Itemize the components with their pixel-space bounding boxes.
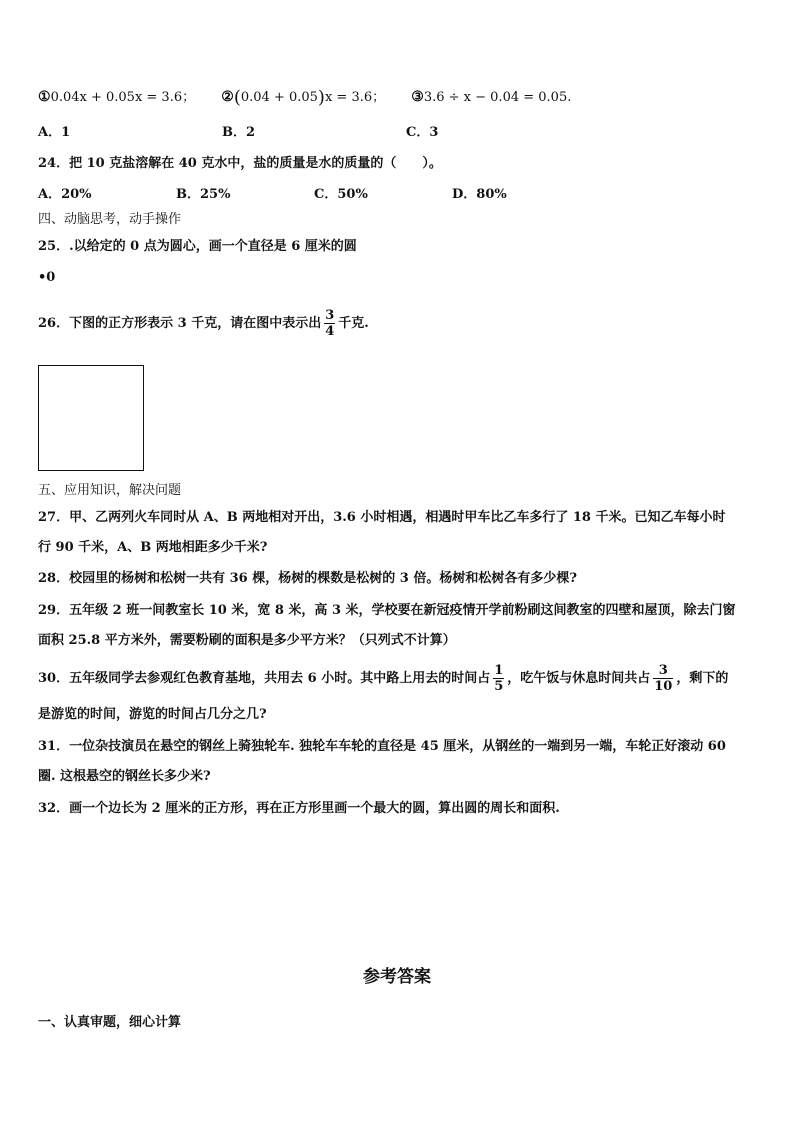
q30-text-3: ，剩下的 <box>676 671 729 686</box>
fraction-denominator: 5 <box>494 679 504 694</box>
fraction-numerator: 3 <box>325 308 335 323</box>
section-4-heading: 四、动脑思考，动手操作 <box>38 212 182 227</box>
fraction-3-4 <box>324 308 335 339</box>
question-30-line-1 <box>38 660 728 698</box>
equation-3: 3.6 ÷ x − 0.04 = 0.05 <box>423 90 568 105</box>
q24-option-a: A．20% <box>38 187 92 202</box>
fraction-numerator: 1 <box>494 663 504 678</box>
equation-2-rest: x = 3.6 <box>324 90 373 105</box>
separator: ； <box>372 90 386 105</box>
question-24: 24．把 10 克盐溶解在 40 克水中，盐的质量是水的质量的（ ）。 <box>38 156 442 171</box>
q24-option-b: B．25% <box>176 187 231 202</box>
separator: ； <box>182 90 196 105</box>
answer-title: 参考答案 <box>363 967 431 987</box>
square-3kg <box>38 365 144 471</box>
question-29-line-1: 29．五年级 2 班一间教室长 10 米，宽 8 米，高 3 米，学校要在新冠疫情开学前粉刷这间教室的四壁和屋顶，除去门窗 <box>38 603 736 618</box>
equation-1: 0.04x + 0.05x = 3.6 <box>50 90 183 105</box>
q24-option-c: C．50% <box>314 187 368 202</box>
fraction-1-5 <box>493 663 504 694</box>
question-25: 25．.以给定的 0 点为圆心，画一个直径是 6 厘米的圆 <box>38 239 357 254</box>
fraction-numerator: 3 <box>653 663 673 679</box>
fraction-denominator: 10 <box>654 679 673 694</box>
period: . <box>567 90 572 105</box>
q30-text-2: ，吃午饭与休息时间共占 <box>507 671 651 686</box>
question-31-line-1: 31．一位杂技演员在悬空的钢丝上骑独轮车. 独轮车车轮的直径是 45 厘米，从钢丝的一端到另一端，车轮正好滚动 60 <box>38 739 726 754</box>
question-30-line-2: 是游览的时间，游览的时间占几分之几? <box>38 707 267 722</box>
eq2-marker: ② <box>221 89 234 105</box>
point-o-label: •0 <box>38 270 56 285</box>
question-31-line-2: 圈. 这根悬空的钢丝长多少米? <box>38 769 211 784</box>
q23-equations <box>38 88 571 107</box>
q30-text-1: 30．五年级同学去参观红色教育基地，共用去 6 小时。其中路上用去的时间占 <box>38 671 491 686</box>
eq1-marker: ① <box>38 89 51 105</box>
q26-text-end: 千克. <box>338 316 369 331</box>
q24-option-d: D．80% <box>452 187 507 202</box>
question-26 <box>38 306 369 342</box>
fraction-denominator: 4 <box>325 324 335 339</box>
question-27-line-2: 行 90 千米，A、B 两地相距多少千米? <box>38 540 268 555</box>
question-29-line-2: 面积 25.8 平方米外，需要粉刷的面积是多少平方米？（只列式不计算） <box>38 633 456 648</box>
paren-close: ) <box>317 87 325 108</box>
answer-section-1-heading: 一、认真审题，细心计算 <box>38 1015 182 1030</box>
question-32: 32．画一个边长为 2 厘米的正方形，再在正方形里画一个最大的圆，算出圆的周长和面积. <box>38 801 560 816</box>
q23-option-c: C．3 <box>406 125 439 140</box>
eq3-marker: ③ <box>411 89 424 105</box>
question-28: 28．校园里的杨树和松树一共有 36 棵，杨树的棵数是松树的 3 倍。杨树和松树各有多少棵? <box>38 571 577 586</box>
section-5-heading: 五、应用知识，解决问题 <box>38 483 182 498</box>
question-27-line-1: 27．甲、乙两列火车同时从 A、B 两地相对开出，3.6 小时相遇，相遇时甲车比乙车多行了 18 千米。已知乙车每小时 <box>38 510 726 525</box>
q23-option-b: B．2 <box>222 125 256 140</box>
q23-option-a: A．1 <box>38 125 71 140</box>
fraction-3-10 <box>653 663 673 694</box>
equation-2-inner: 0.04 + 0.05 <box>240 90 318 105</box>
q26-text: 26．下图的正方形表示 3 千克，请在图中表示出 <box>38 316 322 331</box>
paren-open: ( <box>233 87 241 108</box>
